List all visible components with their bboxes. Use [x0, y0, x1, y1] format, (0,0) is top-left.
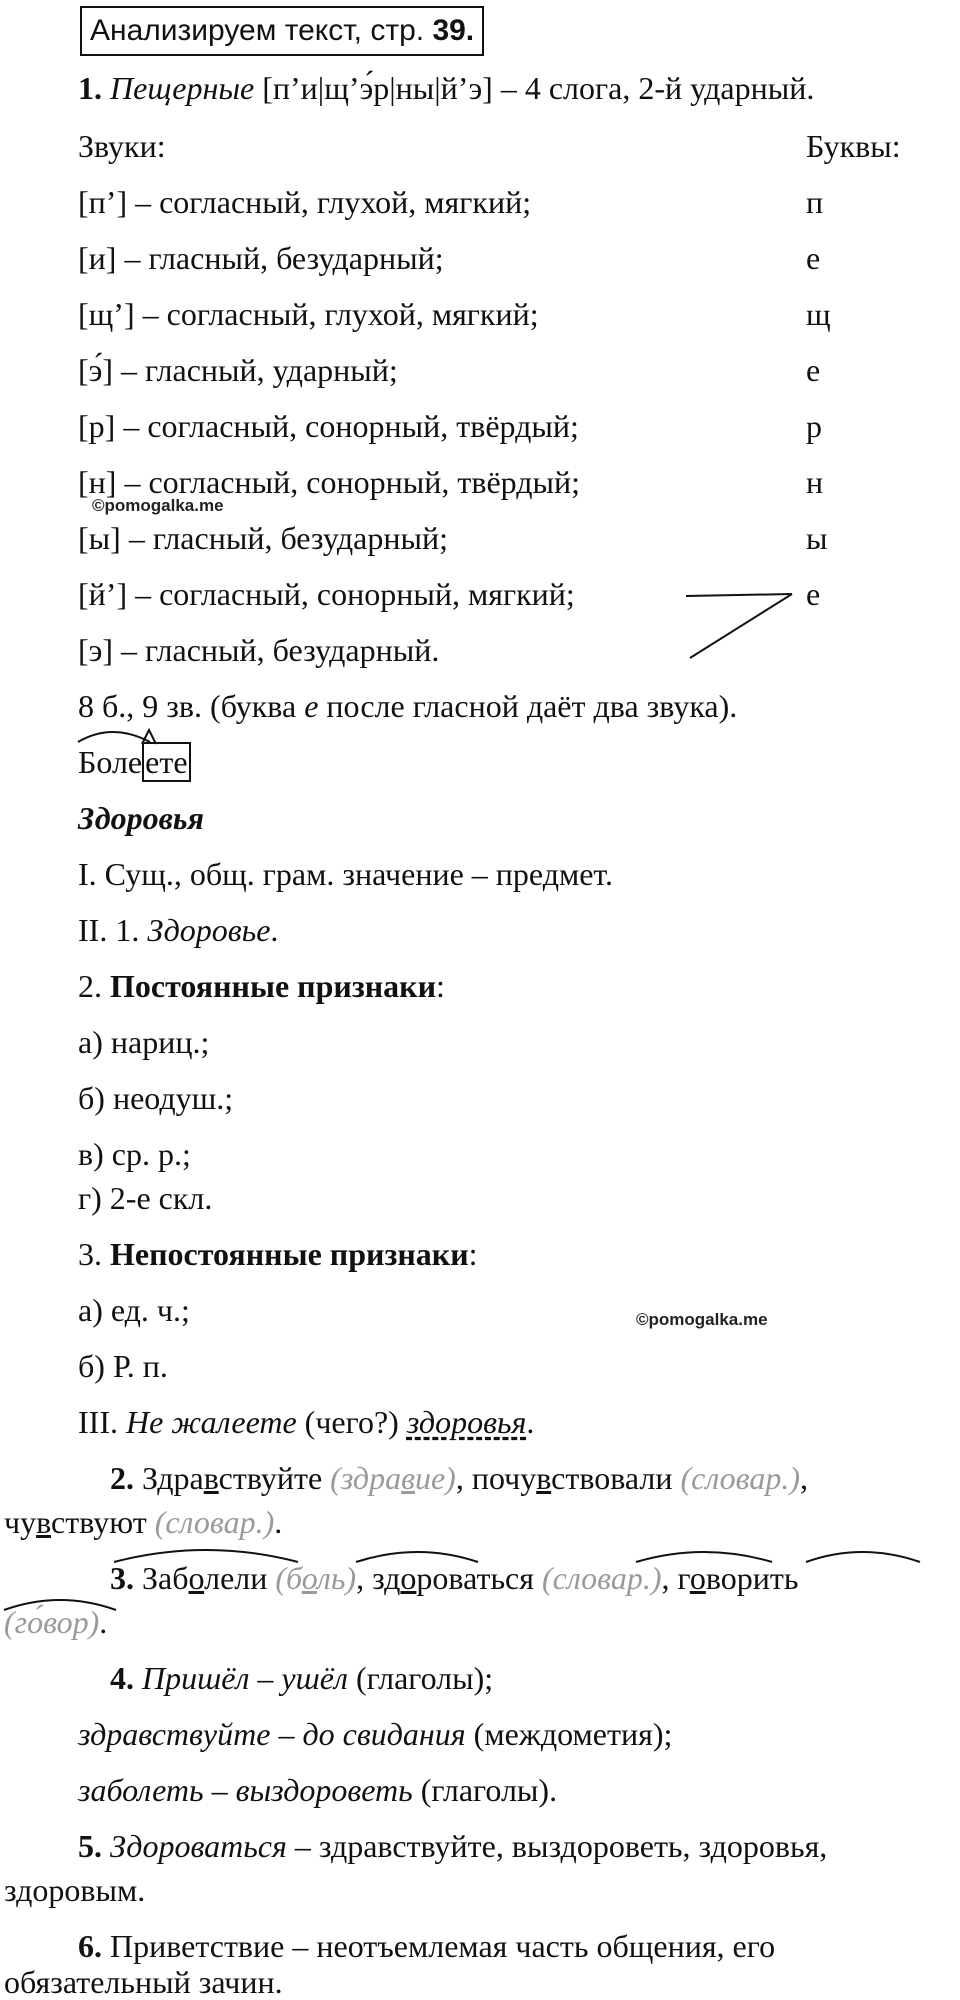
letter: р — [806, 408, 822, 444]
orthogram: о — [400, 1560, 417, 1596]
header-page: 39. — [432, 14, 475, 47]
letter: н — [806, 464, 824, 500]
task1-summary — [78, 688, 737, 724]
morph-line: б) Р. п. — [78, 1348, 168, 1384]
root: Бол — [78, 744, 128, 780]
syllables: – 4 слога, 2-й ударный. — [500, 70, 815, 106]
variable-features: Непостоянные признаки — [110, 1236, 469, 1272]
task4-line1 — [110, 1660, 493, 1696]
ending: ете — [142, 742, 190, 782]
task1-line — [78, 70, 814, 106]
check-word: (го́вор) — [4, 1604, 100, 1640]
word-part: лели — [204, 1560, 268, 1596]
morph-line: в) ср. р.; — [78, 1136, 191, 1172]
watermark: ©pomogalka.me — [636, 1310, 768, 1329]
page-header — [80, 6, 484, 56]
task2-line2: чувствуют (словар.). — [4, 1504, 283, 1540]
task-number: 5. — [78, 1828, 102, 1864]
sound-row: [й’] – согласный, сонорный, мягкий; — [78, 576, 575, 612]
letter: ы — [806, 520, 828, 556]
word-part: , зд — [356, 1560, 401, 1596]
header-title: Анализируем текст, стр. — [90, 14, 425, 47]
predicate: Не жалеете — [125, 1404, 297, 1440]
sound-row: [щ’] – согласный, глухой, мягкий; — [78, 296, 539, 332]
sound-row: [э] – гласный, безударный. — [78, 632, 440, 668]
word-part: чу — [4, 1504, 37, 1540]
part-of-speech: (глаголы); — [355, 1660, 494, 1696]
word-pair: здравствуйте – до свидания — [78, 1716, 466, 1752]
word-part: Здра — [142, 1460, 204, 1496]
word-part: Заб — [142, 1560, 189, 1596]
task5-line1 — [78, 1828, 827, 1864]
task-number: 4. — [110, 1660, 134, 1696]
letter: е — [806, 576, 821, 612]
task-number: 3. — [110, 1560, 134, 1596]
related-words: – здравствуйте, выздороветь, здоровья, — [294, 1828, 828, 1864]
task-number: 1. — [78, 70, 102, 106]
transcription: [п’и|щ’э́р|ны|й’э] — [262, 70, 493, 106]
sound-row: [н] – согласный, сонорный, твёрдый; — [78, 464, 581, 500]
permanent-features: Постоянные признаки — [110, 968, 436, 1004]
morph-label: III. — [78, 1404, 118, 1440]
orthogram: о — [689, 1560, 706, 1596]
check-word: (здравие) — [330, 1460, 456, 1496]
letters-header: Буквы: — [806, 128, 901, 164]
watermark: ©pomogalka.me — [92, 496, 224, 515]
morpheme-word — [78, 744, 191, 780]
check-word: (словар.) — [154, 1504, 275, 1540]
task5-line2: здоровым. — [4, 1872, 146, 1908]
check-word: (боль) — [275, 1560, 357, 1596]
letter: е — [806, 240, 821, 276]
morph-line: II. 1. Здоровье. — [78, 912, 279, 948]
task6-line1 — [78, 1928, 775, 1964]
orthogram: в — [36, 1504, 52, 1540]
task2-line1: 2. Здравствуйте (здравие), почувствовали (словар.), — [110, 1460, 808, 1496]
answer-text: Приветствие – неотъемлемая часть общения, его — [110, 1928, 776, 1964]
letter: п — [806, 184, 824, 220]
morph-line: а) нариц.; — [78, 1024, 210, 1060]
morph-line: 3. Непостоянные признаки: — [78, 1236, 478, 1272]
task-word: Пещерные — [110, 70, 255, 106]
part-of-speech: (междометия); — [473, 1716, 673, 1752]
orthogram: о — [188, 1560, 205, 1596]
question: (чего?) — [304, 1404, 399, 1440]
task6-line2: обязательный зачин. — [4, 1964, 283, 2000]
initial-form: Здоровье — [147, 912, 271, 948]
part-of-speech: (глаголы). — [420, 1772, 558, 1808]
word-part: роваться — [416, 1560, 534, 1596]
sounds-header: Звуки: — [78, 128, 166, 164]
sound-row: [ы] – гласный, безударный; — [78, 520, 448, 556]
object: здоровья — [406, 1404, 527, 1440]
task3-line2: (го́вор). — [4, 1604, 108, 1640]
orthogram: в — [203, 1460, 219, 1496]
base-word: Здороваться — [110, 1828, 287, 1864]
task-number: 6. — [78, 1928, 102, 1964]
word-part: , г — [661, 1560, 690, 1596]
word-part: ствуют — [51, 1504, 147, 1540]
task3-line1 — [110, 1560, 798, 1596]
morph-line: б) неодуш.; — [78, 1080, 234, 1116]
letter: щ — [806, 296, 831, 332]
letter: е — [806, 352, 821, 388]
summary-text: после гласной даёт два звука). — [326, 688, 738, 724]
morph-line: III. Не жалеете (чего?) здоровья. — [78, 1404, 535, 1440]
check-word: (словар.) — [541, 1560, 662, 1596]
morph-line: а) ед. ч.; — [78, 1292, 190, 1328]
task4-line2 — [78, 1716, 672, 1752]
word-part: , почу — [455, 1460, 537, 1496]
task4-line3 — [78, 1772, 557, 1808]
summary-text: 8 б., 9 зв. (буква — [78, 688, 297, 724]
morph-line: I. Сущ., общ. грам. значение – предмет. — [78, 856, 613, 892]
check-word: (словар.) — [680, 1460, 800, 1496]
morph-line: г) 2-е скл. — [78, 1180, 213, 1216]
word-pair: Пришёл – ушёл — [142, 1660, 348, 1696]
morph-label: 2. — [78, 968, 102, 1004]
orthogram: в — [536, 1460, 552, 1496]
sound-row: [п’] – согласный, глухой, мягкий; — [78, 184, 532, 220]
summary-letter: е — [304, 688, 319, 724]
analysis-word: Здоровья — [78, 800, 204, 836]
suffix: е — [127, 744, 143, 780]
sound-row: [э́] – гласный, ударный; — [78, 352, 398, 388]
word-pair: заболеть – выздороветь — [78, 1772, 413, 1808]
morph-line: 2. Постоянные признаки: — [78, 968, 445, 1004]
sound-row: [и] – гласный, безударный; — [78, 240, 444, 276]
morph-label: 3. — [78, 1236, 102, 1272]
task-number: 2. — [110, 1460, 134, 1496]
morph-label: II. 1. — [78, 912, 140, 948]
word-part: ворить — [705, 1560, 799, 1596]
word-part: ствовали — [551, 1460, 673, 1496]
sound-row: [р] – согласный, сонорный, твёрдый; — [78, 408, 579, 444]
word-part: ствуйте — [218, 1460, 323, 1496]
